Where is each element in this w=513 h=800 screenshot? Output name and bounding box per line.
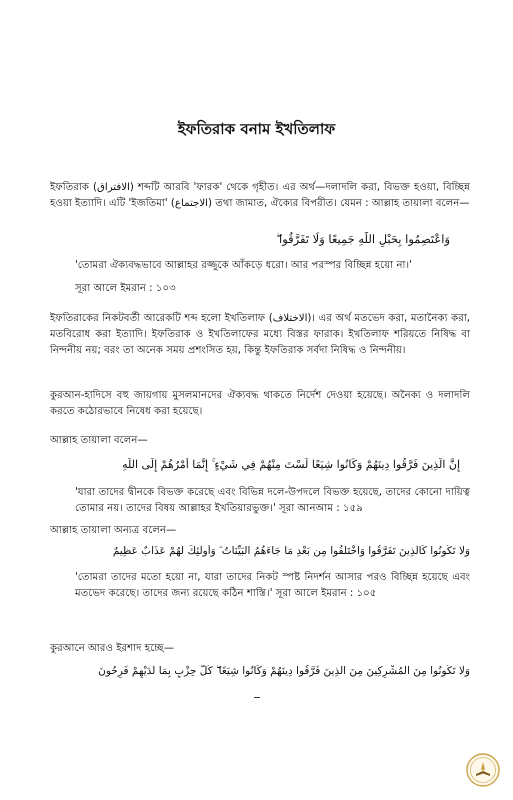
lead-quran-says: কুরআনে আরও ইরশাদ হচ্ছে— [50, 643, 175, 654]
ayah-rum-31-32: وَلَا تَكُونُوا مِنَ الْمُشْرِكِينَ مِنَ الَّذِينَ فَرَّقُوا دِينَهُمْ وَكَانُوا شِيَعًا ۖ كُلُّ حِزْبٍ بِمَا لَدَيْهِمْ فَرِحُونَ [98, 665, 470, 677]
paragraph-definition: ইফতিরাক (الافتراق) শব্দটি আরবি 'ফারক' থেকে গৃহীত। এর অর্থ—দলাদলি করা, বিভক্ত হওয়া, বিচ্ছিন্ন হওয়া ইত্যাদি। এটি 'ইজতিমা' (الاجتماع) তথা জামাত, ঐক্যের বিপরীত। যেমন : আল্লাহ তায়ালা বলেন— [50, 182, 470, 209]
reference-aal-imran-103: সূরা আলে ইমরান : ১০৩ [75, 283, 176, 294]
ayah-aal-imran-105: وَلَا تَكُونُوا كَالَّذِينَ تَفَرَّقُوا وَاخْتَلَفُوا مِن بَعْدِ مَا جَاءَهُمُ الْبَيِّنَاتُ ۚ وَأُولَٰئِكَ لَهُمْ عَذَابٌ عَظِيمٌ [112, 545, 470, 557]
ayah-aal-imran-103: وَاعْتَصِمُوا بِحَبْلِ اللَّهِ جَمِيعًا وَلَا تَفَرَّقُوا ۖ [276, 232, 450, 246]
ayah-anam-159: إِنَّ الَّذِينَ فَرَّقُوا دِينَهُمْ وَكَانُوا شِيَعًا لَّسْتَ مِنْهُمْ فِي شَيْءٍ ۚ إِنَّمَا أَمْرُهُمْ إِلَى اللَّهِ [122, 458, 460, 471]
page-mark [254, 697, 260, 698]
translation-aal-imran-105: 'তোমরা তাদের মতো হয়ো না, যারা তাদের নিকট স্পষ্ট নিদর্শন আসার পরও বিচ্ছিন্ন হয়েছে এবং মতভেদ করেছে। তাদের জন্য রয়েছে কঠিন শাস্তি।' সূরা আলে ইমরান : ১০৫ [75, 572, 470, 599]
lead-allah-says-elsewhere: আল্লাহ তায়ালা অন্যত্র বলেন— [50, 525, 177, 536]
lead-allah-says: আল্লাহ তায়ালা বলেন— [50, 435, 148, 446]
paragraph-ikhtilaf: ইফতিরাকের নিকটবর্তী আরেকটি শব্দ হলো ইখতিলাফ (الاختلاف)। এর অর্থ মতভেদ করা, মতানৈক্য করা, মতবিরোধ করা ইত্যাদি। ইফতিরাক ও ইখতিলাফের মধ্যে বিস্তর ফারাক। ইখতিলাফ শরিয়তে নিষিদ্ধ বা নিন্দনীয় নয়; বরং তা অনেক সময় প্রশংসিত হয়, কিন্তু ইফতিরাক সর্বদা নিষিদ্ধ ও নিন্দনীয়। [50, 313, 471, 356]
paragraph-quran-hadith: কুরআন-হাদিসে বহু জায়গায় মুসলমানদের ঐক্যবদ্ধ থাকতে নির্দেশ দেওয়া হয়েছে। অনৈক্য ও দলাদলি করতে কঠোরভাবে নিষেধ করা হয়েছে। [50, 390, 470, 417]
translation-anam-159: 'যারা তাদের দ্বীনকে বিভক্ত করেছে এবং বিভিন্ন দলে-উপদলে বিভক্ত হয়েছে, তাদের কোনো দায়িত্ব তোমার নয়। তাদের বিষয় আল্লাহর ইখতিয়ারভুক্ত।' সূরা আনআম : ১৫৯ [75, 487, 470, 514]
translation-aal-imran-103: 'তোমরা ঐক্যবদ্ধভাবে আল্লাহর রজ্জুকে আঁকড়ে ধরো। আর পরস্পর বিচ্ছিন্ন হয়ো না।' [75, 260, 412, 271]
publisher-logo-icon [466, 753, 500, 787]
page-title: ইফতিরাক বনাম ইখতিলাফ [177, 120, 336, 138]
